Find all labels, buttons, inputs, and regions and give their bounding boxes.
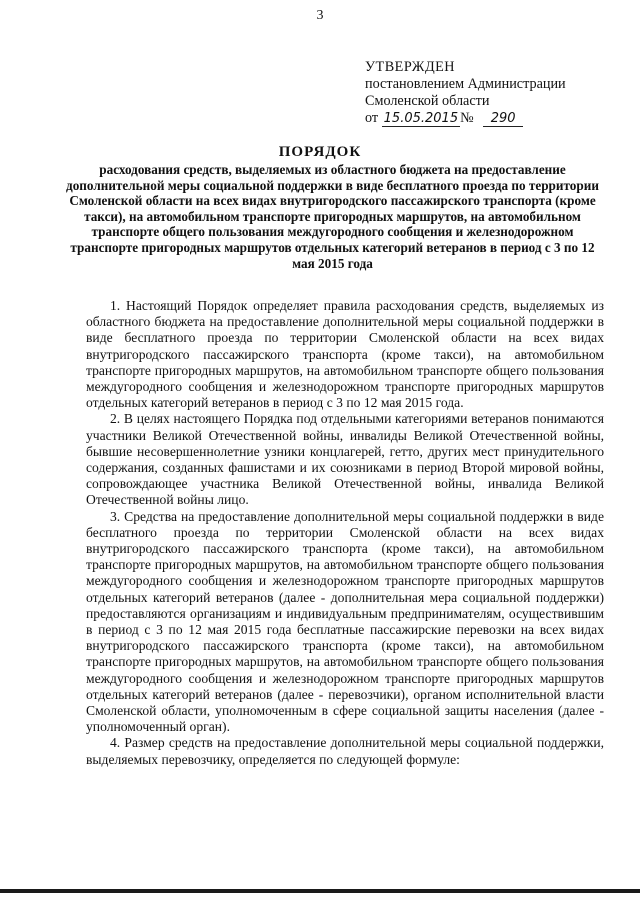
approval-line-2: Смоленской области xyxy=(365,93,490,109)
approval-heading: УТВЕРЖДЕН xyxy=(365,59,456,75)
paragraph-3: 3. Средства на предоставление дополнительной меры социальной поддержки в виде бесплатного проезда по территории Смоленской области на всех видах внутригородского пассажирского транспорта (кроме такси), на автомобильном транспорте пригородных маршрутов, на автомобильном транспорте общего пользования междугородного сообщения и железнодорожном транспорте пригородных маршрутов отдельных категорий ветеранов (далее - дополнительная мера социальной поддержки) предоставляются организациям и индивидуальным предпринимателям, осуществившим в период с 3 по 12 мая 2015 года бесплатные пассажирские перевозки на всех видах внутригородского пассажирского транспорта (кроме такси), на автомобильном транспорте пригородных маршрутов, на автомобильном транспорте общего пользования междугородного сообщения и железнодорожном транспорте пригородных маршрутов отдельных категорий ветеранов (далее - перевозчики), органом исполнительной власти Смоленской области, уполномоченным в сфере социальной защиты населения (далее - уполномоченный орган). xyxy=(86,508,604,735)
paragraph-1: 1. Настоящий Порядок определяет правила расходования средств, выделяемых из областного бюджета на предоставление дополнительной меры социальной поддержки в виде бесплатного проезда по территории Смоленской области на всех видах внутригородского пассажирского транспорта (кроме такси), на автомобильном транспорте пригородных маршрутов, на автомобильном транспорте общего пользования междугородного сообщения и железнодорожном транспорте пригородных маршрутов отдельных категорий ветеранов в период с 3 по 12 мая 2015 года. xyxy=(86,298,604,411)
approval-number-label: № xyxy=(460,110,474,126)
document-body xyxy=(86,298,604,768)
approval-block xyxy=(365,59,625,127)
paragraph-2: 2. В целях настоящего Порядка под отдельными категориями ветеранов понимаются участники Великой Отечественной войны, инвалиды Великой Отечественной войны, бывшие несовершеннолетние узники концлагерей, гетто, других мест принудительного содержания, созданных фашистами и их союзниками в период Второй мировой войны, сопровождающее участника Великой Отечественной войны, инвалида Великой Отечественной войны лицо. xyxy=(86,411,604,508)
approval-prefix: от xyxy=(365,110,379,126)
approval-date-line xyxy=(365,110,625,127)
scan-bottom-edge xyxy=(0,889,640,893)
document-title: ПОРЯДОК xyxy=(278,144,362,160)
paragraph-4: 4. Размер средств на предоставление дополнительной меры социальной поддержки, выделяемых перевозчику, определяется по следующей формуле: xyxy=(86,735,604,767)
approval-line-1: постановлением Администрации xyxy=(365,76,566,92)
document-subtitle: расходования средств, выделяемых из областного бюджета на предоставление дополнительной меры социальной поддержки в виде бесплатного проезда по территории Смоленской области на всех видах внутригородского пассажирского транспорта (кроме такси), на автомобильном транспорте пригородных маршрутов, на автомобильном транспорте общего пользования междугородного сообщения и железнодорожном транспорте пригородных маршрутов отдельных категорий ветеранов в период с 3 по 12 мая 2015 года xyxy=(66,162,599,271)
approval-date: 15.05.2015 xyxy=(383,111,459,126)
approval-number: 290 xyxy=(483,112,523,127)
page-number: 3 xyxy=(316,8,324,23)
